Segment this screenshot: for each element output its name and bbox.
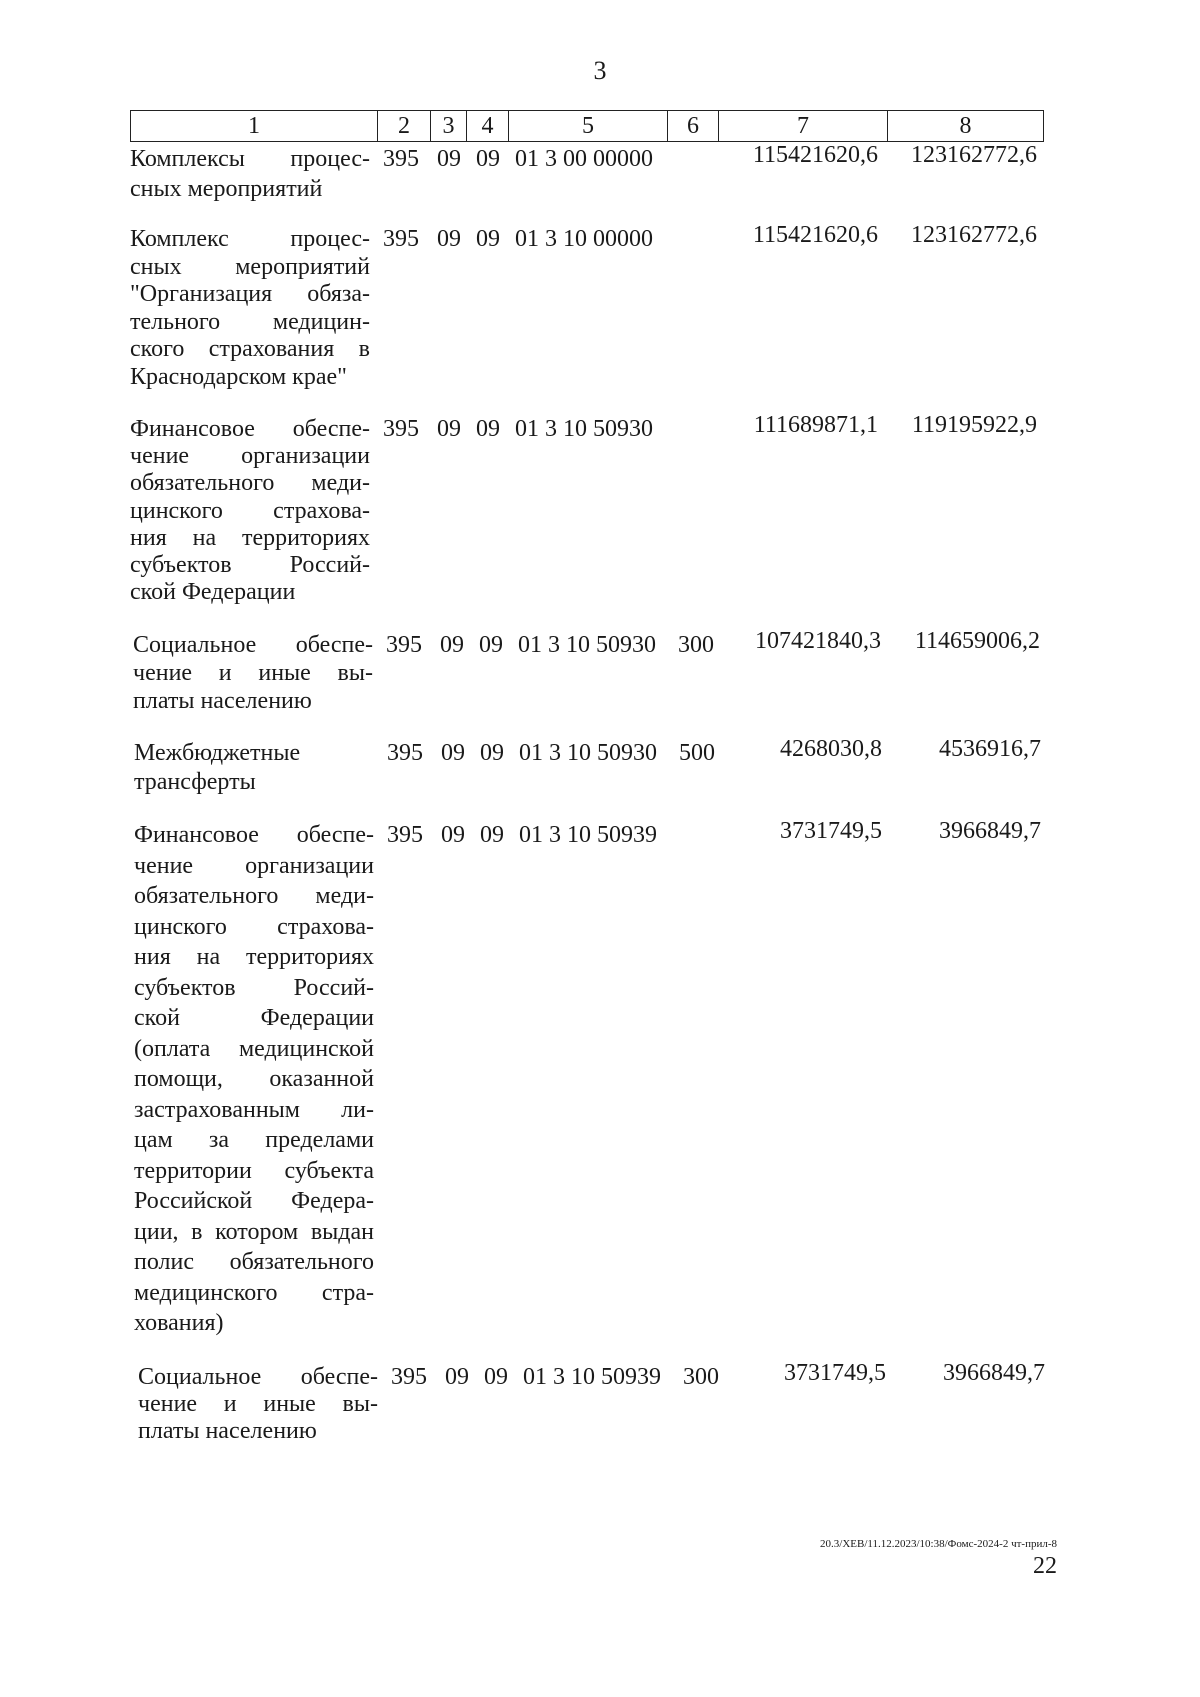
code-section: 09 [437,146,461,172]
header-cell-3: 3 [431,111,467,142]
row-name-line: Социальное обеспе- [133,632,373,658]
code-section: 09 [441,740,465,766]
row-name-line: субъектов Россий- [134,974,374,1001]
code-subsection: 09 [480,740,504,766]
row-name-line: цинского страхова- [130,497,370,524]
row-name-line: чение и иные вы- [138,1391,378,1417]
row-name-line: ния на территориях [130,524,370,551]
code-admin: 395 [387,822,423,848]
header-cell-6: 6 [668,111,719,142]
code-expense-type: 300 [678,632,714,658]
row-name-line: чение и иные вы- [133,660,373,686]
row-name-line: Комплекс процес- [130,226,370,252]
row-name-line: трансферты [134,769,256,795]
code-subsection: 09 [480,822,504,848]
row-name [130,144,370,204]
amount-year-2: 123162772,6 [911,222,1037,248]
code-admin: 395 [383,416,419,442]
code-expense-type: 500 [679,740,715,766]
row-name-line: субъектов Россий- [130,552,370,579]
row-name-line: обязательного меди- [130,470,370,497]
header-cell-4: 4 [467,111,509,142]
row-name [134,739,374,797]
code-subsection: 09 [484,1364,508,1390]
header-cell-7: 7 [719,111,888,142]
header-cell-8: 8 [888,111,1044,142]
row-name-line: территории субъекта [134,1157,374,1184]
amount-year-2: 114659006,2 [914,628,1040,654]
row-name-line: цинского страхова- [134,913,374,940]
row-name-line: цам за пределами [134,1127,374,1153]
code-target: 01 3 10 50930 [518,632,656,658]
row-name-line: платы населению [138,1418,317,1444]
code-subsection: 09 [476,146,500,172]
code-section: 09 [437,416,461,442]
row-name-line: Российской Федера- [134,1188,374,1214]
code-section: 09 [437,226,461,252]
row-name-line: ской Федерации [134,1005,374,1031]
row-name-line: сных мероприятий [130,253,370,280]
row-name-line: сных мероприятий [130,176,323,202]
code-admin: 395 [383,226,419,252]
row-name-line: Социальное обеспе- [138,1364,378,1390]
code-target: 01 3 10 00000 [515,226,653,252]
row-name-line: чение организации [134,852,374,879]
row-name-line: ния на территориях [134,944,374,970]
row-name [138,1364,378,1445]
amount-year-2: 3966849,7 [943,1360,1045,1386]
row-name-line: (оплата медицинской [134,1035,374,1062]
amount-year-2: 123162772,6 [911,142,1037,168]
code-expense-type: 300 [683,1364,719,1390]
row-name-line: Финансовое обеспе- [134,822,374,848]
row-name-line: "Организация обяза- [130,281,370,308]
table-header [130,110,1044,142]
row-name [130,226,370,392]
row-name-line: помощи, оказанной [134,1066,374,1092]
row-name-line: ского страхования в [130,336,370,363]
header-cell-1: 1 [131,111,378,142]
row-name-line: платы населению [133,688,312,714]
code-target: 01 3 10 50930 [519,740,657,766]
row-name-line: медицинского стра- [134,1279,374,1306]
header-cell-2: 2 [378,111,431,142]
code-target: 01 3 00 00000 [515,146,653,172]
row-name-line: застрахованным ли- [134,1096,374,1123]
amount-year-1: 3731749,5 [784,1360,886,1386]
amount-year-2: 4536916,7 [939,736,1041,762]
code-section: 09 [441,822,465,848]
row-name-line: ской Федерации [130,579,296,606]
row-name [134,820,374,1339]
row-name-line: полис обязательного [134,1249,374,1275]
code-target: 01 3 10 50930 [515,416,653,442]
row-name-line: чение организации [130,443,370,470]
row-name-line: Межбюджетные [134,740,301,766]
amount-year-2: 119195922,9 [911,412,1037,438]
code-target: 01 3 10 50939 [523,1364,661,1390]
code-admin: 395 [391,1364,427,1390]
row-name-line: Финансовое обеспе- [130,416,370,442]
code-subsection: 09 [476,416,500,442]
amount-year-1: 3731749,5 [780,818,882,844]
row-name-line: тельного медицин- [130,308,370,335]
header-row [131,111,1044,142]
footer-page-number: 22 [1033,1553,1057,1579]
code-admin: 395 [386,632,422,658]
code-subsection: 09 [479,632,503,658]
header-cell-5: 5 [509,111,668,142]
amount-year-1: 115421620,6 [752,142,878,168]
amount-year-1: 4268030,8 [780,736,882,762]
row-name-line: Краснодарском крае" [130,363,347,390]
row-name-line: хования) [134,1310,224,1336]
row-name-line: обязательного меди- [134,883,374,909]
amount-year-1: 111689871,1 [753,412,878,438]
row-name-line: ции, в котором выдан [134,1218,374,1245]
row-name-line: Комплексы процес- [130,146,370,172]
amount-year-1: 115421620,6 [752,222,878,248]
code-target: 01 3 10 50939 [519,822,657,848]
row-name [133,631,373,715]
amount-year-1: 107421840,3 [755,628,881,654]
row-name [130,416,370,606]
code-admin: 395 [387,740,423,766]
code-section: 09 [440,632,464,658]
code-section: 09 [445,1364,469,1390]
code-subsection: 09 [476,226,500,252]
amount-year-2: 3966849,7 [939,818,1041,844]
footer-stamp: 20.3/ХЕВ/11.12.2023/10:38/Фомс-2024-2 чт-прил-8 [820,1538,1057,1550]
page-number-top: 3 [593,56,607,85]
code-admin: 395 [383,146,419,172]
